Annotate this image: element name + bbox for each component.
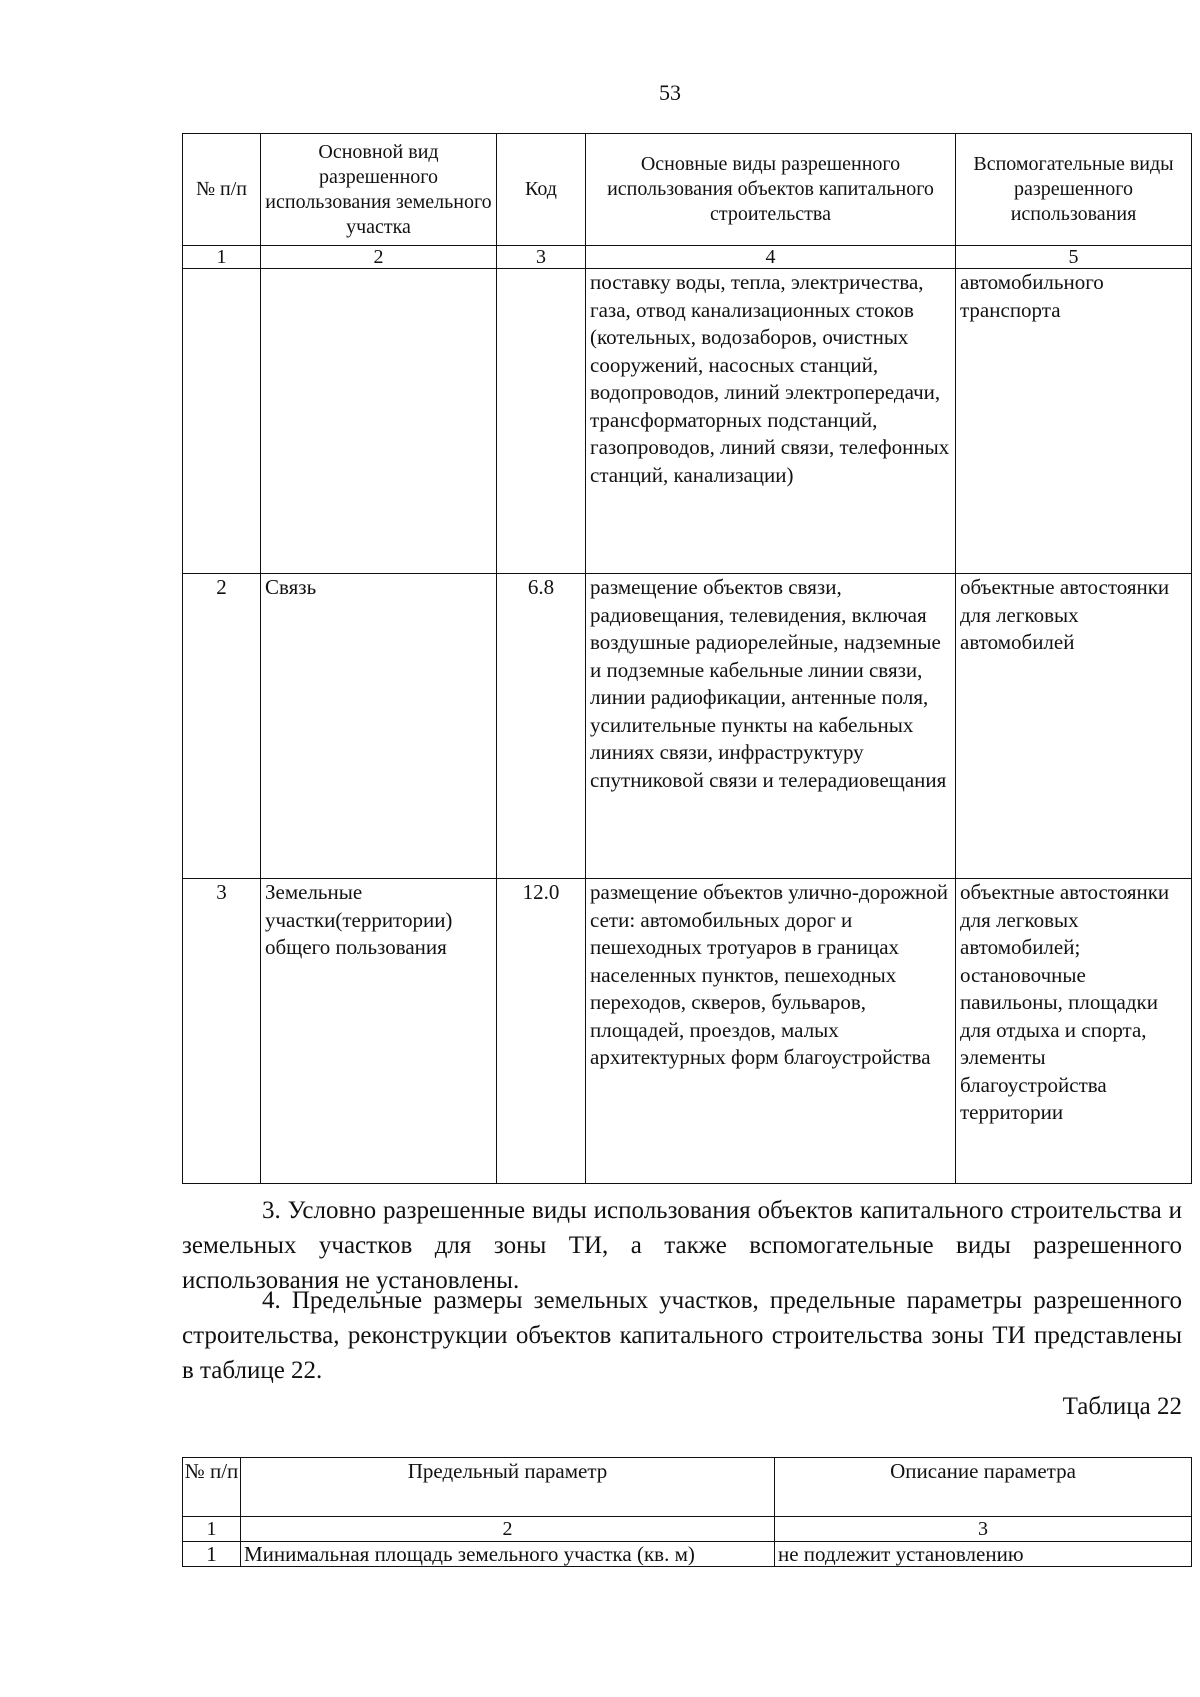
row-number: 1 [183, 1542, 241, 1567]
row-parameter: Минимальная площадь земельного участка (кв. м) [241, 1542, 775, 1567]
header-number: № п/п [183, 1458, 241, 1517]
row-main-uses: размещение объектов улично-дорожной сети: автомобильных дорог и пешеходных тротуаров в границах населенных пунктов, пешеходных переходов, скверов, бульваров, площадей, проездов, малых архитектурных форм благоустройства [586, 879, 956, 1184]
table-header-row [183, 1458, 1192, 1517]
column-number: 5 [956, 246, 1192, 269]
row-use-name: Земельные участки(территории) общего пользования [261, 879, 497, 1184]
row-code: 6.8 [497, 574, 586, 879]
column-number: 3 [497, 246, 586, 269]
row-code: 12.0 [497, 879, 586, 1184]
table-row [183, 269, 1192, 574]
page-number: 53 [659, 80, 681, 105]
header-aux-uses: Вспомогательные виды разрешенного использования [956, 134, 1192, 246]
header-parameter: Предельный параметр [241, 1458, 775, 1517]
row-number: 2 [183, 574, 261, 879]
paragraph-conditional-uses: 3. Условно разрешенные виды использования объектов капитального строительства и земельных участков для зоны ТИ, а также вспомогательные виды разрешенного использования не установлены. [182, 1197, 1182, 1294]
row-aux-uses: автомобильного транспорта [956, 269, 1192, 574]
row-main-uses: размещение объектов связи, радиовещания, телевидения, включая воздушные радиорелейные, надземные и подземные кабельные линии связи, линии радиофикации, антенные поля, усилительные пункты на кабельных линиях связи, инфраструктуру спутниковой связи и телерадиовещания [586, 574, 956, 879]
table-row [183, 879, 1192, 1184]
paragraph-limit-parameters: 4. Предельные размеры земельных участков, предельные параметры разрешенного строительства, реконструкции объектов капитального строительства зоны ТИ представлены в таблице 22. [182, 1287, 1182, 1384]
limits-table [182, 1457, 1192, 1567]
header-main-uses: Основные виды разрешенного использования объектов капитального строительства [586, 134, 956, 246]
column-number: 4 [586, 246, 956, 269]
header-number: № п/п [183, 134, 261, 246]
header-main-use-type: Основной вид разрешенного использования земельного участка [261, 134, 497, 246]
row-aux-uses: объектные автостоянки для легковых автомобилей; остановочные павильоны, площадки для отдыха и спорта, элементы благоустройства территории [956, 879, 1192, 1184]
table-caption: Таблица 22 [1062, 1393, 1182, 1420]
column-number: 3 [775, 1517, 1192, 1542]
column-number: 2 [261, 246, 497, 269]
table-row [183, 574, 1192, 879]
column-number-row [183, 1517, 1192, 1542]
table-row [183, 1542, 1192, 1567]
column-number: 1 [183, 1517, 241, 1542]
row-main-uses: поставку воды, тепла, электричества, газа, отвод канализационных стоков (котельных, водозаборов, очистных сооружений, насосных станций, водопроводов, линий электропередачи, трансформаторных подстанций, газопроводов, линий связи, телефонных станций, канализации) [586, 269, 956, 574]
row-use-name [261, 269, 497, 574]
table-header-row [183, 134, 1192, 246]
row-description: не подлежит установлению [775, 1542, 1192, 1567]
row-number [183, 269, 261, 574]
column-number: 2 [241, 1517, 775, 1542]
column-number-row [183, 246, 1192, 269]
column-number: 1 [183, 246, 261, 269]
row-aux-uses: объектные автостоянки для легковых автомобилей [956, 574, 1192, 879]
row-number: 3 [183, 879, 261, 1184]
header-description: Описание параметра [775, 1458, 1192, 1517]
land-use-table [182, 133, 1192, 1184]
row-code [497, 269, 586, 574]
header-code: Код [497, 134, 586, 246]
row-use-name: Связь [261, 574, 497, 879]
